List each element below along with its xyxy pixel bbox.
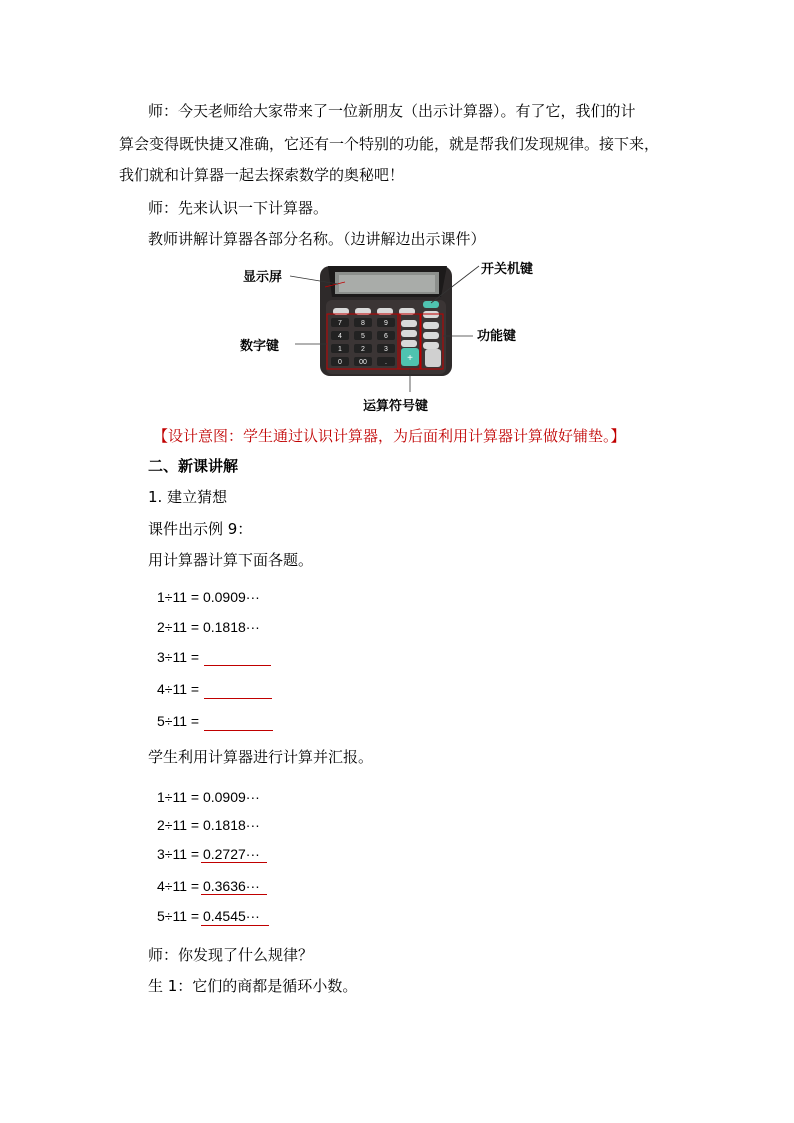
problem-row: 5÷11 = [157,713,200,729]
paragraph-line: 师：先来认识一下计算器。 [148,199,329,217]
label-power-key: 开关机键 [481,261,534,276]
digit-key-label: 6 [384,333,388,340]
problem-row: 2÷11 = 0.1818··· [157,619,260,635]
label-function-keys: 功能键 [477,328,517,343]
report-text: 学生利用计算器进行计算并汇报。 [148,748,374,766]
courseware-label: 课件出示例 9： [148,520,253,538]
label-display: 显示屏 [243,269,283,284]
digit-key-label: 1 [338,346,342,353]
label-operator-keys: 运算符号键 [363,398,429,413]
digit-key-label: 4 [338,333,342,340]
svg-text:+: + [407,353,413,364]
digit-key-label: 00 [359,359,367,366]
paragraph-line: 算会变得既快捷又准确，它还有一个特别的功能，就是帮我们发现规律。接下来， [119,135,660,153]
subsection-title: 1. 建立猜想 [148,488,228,506]
answer-blank [204,698,272,699]
section-title: 二、新课讲解 [148,457,239,475]
answer-blank [204,730,273,731]
answer-row: 2÷11 = 0.1818··· [157,817,260,833]
design-intent: 【设计意图：学生通过认识计算器，为后面利用计算器计算做好铺垫。】 [153,427,626,445]
paragraph-line: 我们就和计算器一起去探索数学的奥秘吧！ [119,166,405,184]
paragraph-line: 师：今天老师给大家带来了一位新朋友（出示计算器）。有了它，我们的计 [148,102,636,120]
label-digit-keys: 数字键 [240,338,280,353]
answer-underline [201,925,269,926]
answer-blank [204,665,271,666]
digit-key-label: 8 [361,320,365,327]
problem-row: 4÷11 = [157,681,200,697]
answer-row: 4÷11 = 0.3636··· [157,878,260,894]
problem-row: 3÷11 = [157,649,200,665]
digit-key-label: 7 [338,320,342,327]
answer-row: 5÷11 = 0.4545··· [157,908,260,924]
digit-key-label: 0 [338,359,342,366]
digit-key-label: 2 [361,346,365,353]
student-answer: 生 1：它们的商都是循环小数。 [148,977,358,995]
digit-key-label: 5 [361,333,365,340]
answer-underline [201,894,267,895]
answer-underline [201,862,267,863]
problem-row: 1÷11 = 0.0909··· [157,589,260,605]
answer-row: 3÷11 = 0.2727··· [157,846,260,862]
paragraph-line: 教师讲解计算器各部分名称。（边讲解边出示课件） [148,230,486,248]
calculator-figure [235,252,565,417]
task-text: 用计算器计算下面各题。 [148,551,314,569]
digit-key-label: 9 [384,320,388,327]
digit-key-label: 3 [384,346,388,353]
question-text: 师：你发现了什么规律？ [148,946,314,964]
digit-key-label: . [385,359,387,366]
answer-row: 1÷11 = 0.0909··· [157,789,260,805]
